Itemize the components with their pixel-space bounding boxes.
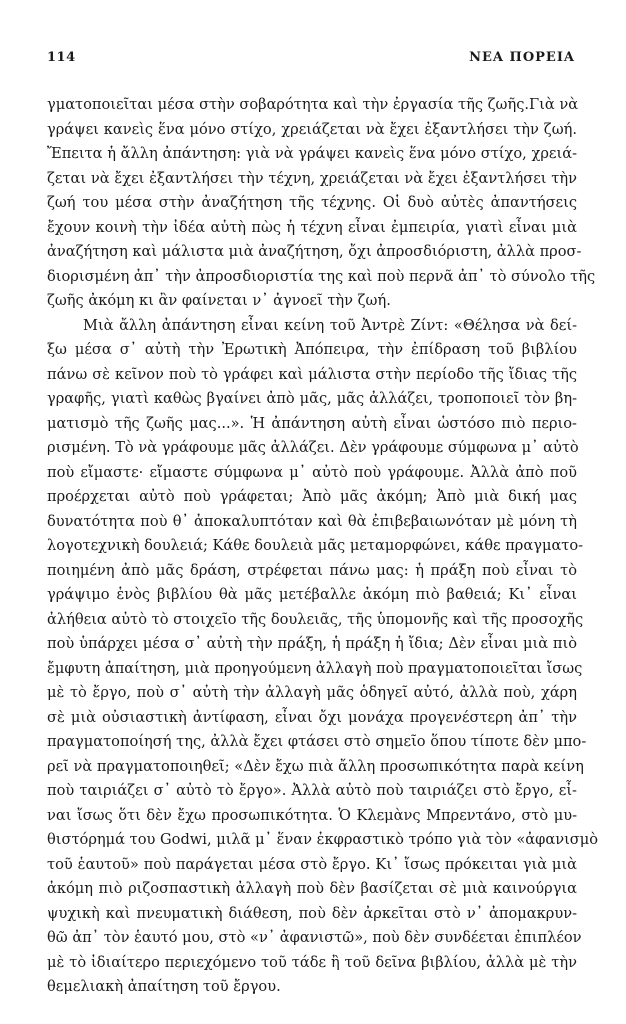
text-line: ποὺ ταιριάζει σ᾽ αὐτὸ τὸ ἔργο». Ἀλλὰ αὐτὸ ποὺ ταιριάζει στὸ ἔργο, εἶ-: [47, 782, 577, 799]
text-line: ζεται νὰ ἔχει ἐξαντλήσει τὴν τέχνη, χρειάζεται νὰ ἔχει ἐξαντλήσει τὴν: [47, 169, 577, 187]
page-header: [47, 50, 575, 65]
text-line: διορισμένη ἀπ᾽ τὴν ἀπροσδιοριστία της καὶ ποὺ περνᾶ ἀπ᾽ τὸ σύνολο τῆς: [47, 267, 596, 285]
text-line: σὲ μιὰ οὐσιαστικὴ ἀντίφαση, εἶναι ὄχι μονάχα προγενέστερη ἀπ᾽ τὴν: [47, 708, 577, 726]
text-line: μὲ τὸ ἰδιαίτερο περιεχόμενο τοῦ τάδε ἢ τοῦ δεῖνα βιβλίου, ἀλλὰ μὲ τὴν: [47, 953, 577, 971]
text-line: ποὺ εἴμαστε· εἴμαστε σύμφωνα μ᾽ αὐτὸ ποὺ γράφουμε. Ἀλλὰ ἀπὸ ποῦ: [47, 463, 577, 481]
text-line: γράψιμο ἑνὸς βιβλίου θὰ μᾶς μετέβαλλε ἀκόμη πιὸ βαθειά; Κι᾽ εἶναι: [47, 586, 577, 603]
text-line: ρεῖ νὰ πραγματοποιηθεῖ; «Δὲν ἔχω πιὰ ἄλλη προσωπικότητα παρὰ κείνη: [47, 757, 584, 775]
page-number: 114: [47, 50, 76, 65]
text-line: θιστόρημά του Godwi, μιλᾶ μ᾽ ἕναν ἐκφραστικὸ τρόπο γιὰ τὸν «ἀφανισμὸ: [47, 831, 599, 848]
text-line: λογοτεχνικὴ δουλειά; Κάθε δουλειὰ μᾶς μεταμορφώνει, κάθε πραγματο-: [47, 537, 584, 554]
text-line: ξω μέσα σ᾽ αὐτὴ τὴν Ἐρωτικὴ Ἀπόπειρα, τὴν ἐπίδραση τοῦ βιβλίου: [47, 341, 577, 358]
text-line: γματοποιεῖται μέσα στὴν σοβαρότητα καὶ τὴν ἐργασία τῆς ζωῆς.Γιὰ νὰ: [47, 96, 579, 113]
body-text: [47, 93, 599, 1000]
text-line: ζωή του μέσα στὴν ἀναζήτηση τῆς τέχνης. Οἱ δυὸ αὐτὲς ἀπαντήσεις: [47, 194, 577, 211]
text-line: ἀλήθεια αὐτὸ τὸ στοιχεῖο τῆς δουλειᾶς, τῆς ὑπομονῆς καὶ τῆς προσοχῆς: [47, 610, 584, 628]
text-line: ποὺ ὑπάρχει μέσα σ᾽ αὐτὴ τὴν πράξη, ἡ πράξη ἡ ἴδια; Δὲν εἶναι μιὰ πιὸ: [47, 635, 577, 652]
text-line: γραφῆς, γιατὶ καθὼς βγαίνει ἀπὸ μᾶς, μᾶς ἀλλάζει, τροποποιεῖ τὸν βη-: [47, 390, 577, 407]
text-line: θεμελιακὴ ἀπαίτηση τοῦ ἔργου.: [47, 978, 281, 995]
text-line: μὲ τὸ ἔργο, ποὺ σ᾽ αὐτὴ τὴν ἀλλαγὴ μᾶς ὁδηγεῖ αὐτό, ἀλλὰ ποὺ, χάρη: [47, 684, 577, 701]
text-line: τοῦ ἑαυτοῦ» ποὺ παράγεται μέσα στὸ ἔργο. Κι᾽ ἴσως πρόκειται γιὰ μιὰ: [47, 855, 577, 873]
running-head: ΝΕΑ ΠΟΡΕΙΑ: [469, 50, 575, 65]
text-line: θῶ ἀπ᾽ τὸν ἑαυτό μου, στὸ «ν᾽ ἀφανιστῶ», ποὺ δὲν συνδέεται ἐπιπλέον: [47, 929, 582, 946]
text-line: πραγματοποίησή της, ἀλλὰ ἔχει φτάσει στὸ σημεῖο ὅπου τίποτε δὲν μπο-: [47, 733, 587, 750]
text-line: ναι ἴσως ὅτι δὲν ἔχω προσωπικότητα. Ὁ Κλεμὰνς Μπρεντάνο, στὸ μυ-: [47, 806, 577, 824]
text-line: ἔμφυτη ἀπαίτηση, μιὰ προηγούμενη ἀλλαγὴ ποὺ πραγματοποιεῖται ἴσως: [47, 659, 583, 677]
text-line: ἀναζήτηση καὶ μάλιστα μιὰ ἀναζήτηση, ὄχι ἀπροσδιόριστη, ἀλλὰ προσ-: [47, 243, 582, 260]
text-line: ζωῆς ἀκόμη κι ἂν φαίνεται ν᾽ ἀγνοεῖ τὴν ζωή.: [47, 292, 391, 309]
text-line: ποιημένη ἀπὸ μᾶς δράση, στρέφεται πάνω μας: ἡ πράξη ποὺ εἶναι τὸ: [47, 561, 577, 579]
text-line: ἔχουν κοινὴ τὴν ἰδέα αὐτὴ πὼς ἡ τέχνη εἶναι ἐμπειρία, γιατὶ εἶναι μιὰ: [47, 218, 577, 236]
text-line: πάνω σὲ κεῖνον ποὺ τὸ γράφει καὶ μάλιστα στὴν περίοδο τῆς ἴδιας τῆς: [47, 365, 577, 383]
text-line: γράψει κανεὶς ἕνα μόνο στίχο, χρειάζεται νὰ ἔχει ἐξαντλήσει τὴν ζωή.: [47, 120, 577, 138]
text-line: προέρχεται αὐτὸ ποὺ γράφεται; Ἀπὸ μᾶς ἀκόμη; Ἀπὸ μιὰ δική μας: [47, 488, 577, 505]
text-line: ματισμὸ τῆς ζωῆς μας...». Ἡ ἀπάντηση αὐτὴ εἶναι ὡστόσο πιὸ περιο-: [47, 414, 577, 432]
text-line: Μιὰ ἄλλη ἀπάντηση εἶναι κείνη τοῦ Ἀντρὲ Ζίντ: «Θέλησα νὰ δεί-: [83, 316, 577, 334]
text-line: δυνατότητα ποὺ θ᾽ ἀποκαλυπτόταν καὶ θὰ ἐπιβεβαιωνόταν μὲ μόνη τὴ: [47, 512, 577, 530]
text-line: ρισμένη. Τὸ νὰ γράφουμε μᾶς ἀλλάζει. Δὲν γράφουμε σύμφωνα μ᾽ αὐτὸ: [47, 439, 579, 456]
text-line: Ἔπειτα ἡ ἄλλη ἀπάντηση: γιὰ νὰ γράψει κανεὶς ἕνα μόνο στίχο, χρειά-: [47, 145, 577, 162]
text-line: ψυχικὴ καὶ πνευματικὴ διάθεση, ποὺ δὲν ἀρκεῖται στὸ ν᾽ ἀπομακρυν-: [47, 904, 577, 922]
text-line: ἀκόμη πιὸ ριζοσπαστικὴ ἀλλαγὴ ποὺ δὲν βασίζεται σὲ μιὰ καινούργια: [47, 880, 577, 897]
